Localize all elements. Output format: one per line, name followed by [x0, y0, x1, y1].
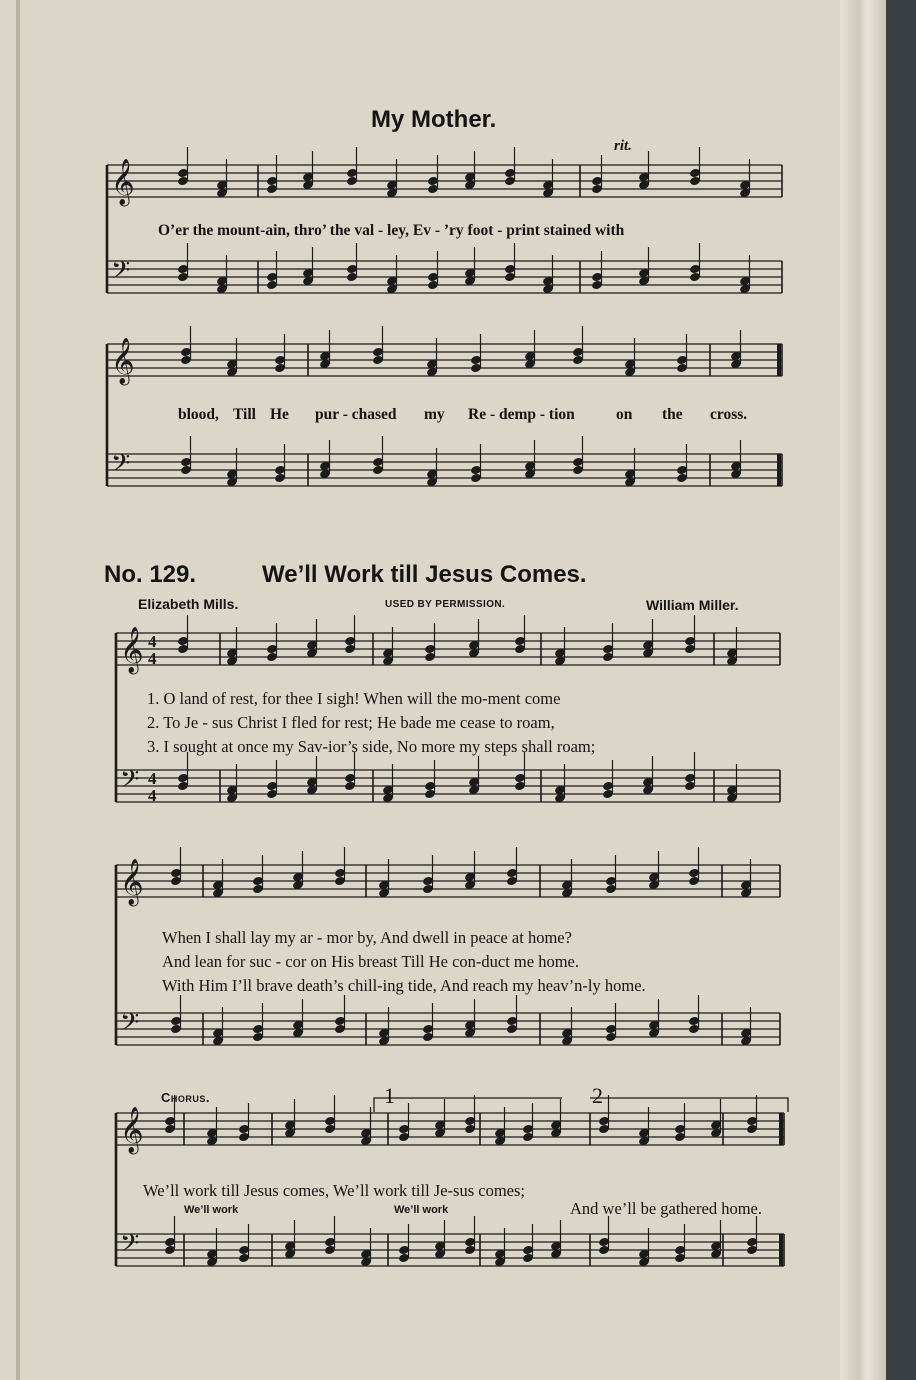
verse-3-line-1: 3. I sought at once my Sav-ior’s side, No more my steps shall roam; [147, 737, 596, 756]
chorus-lyrics: We’ll work till Jesus comes, We’ll work till Je-sus comes; [143, 1181, 525, 1200]
bass-echo-1: We’ll work [184, 1204, 239, 1216]
hymn129-chorus-treble-clef-icon: 𝄞 [120, 1107, 144, 1153]
hymn128-system2-treble-clef-icon: 𝄞 [111, 338, 135, 384]
bass-echo-2: We’ll work [394, 1204, 449, 1216]
lyric-word: Re - demp - tion [468, 406, 575, 423]
second-ending-bracket [590, 1098, 788, 1112]
first-ending-label: 1 [384, 1083, 395, 1108]
chorus-lyrics-ending: And we’ll be gathered home. [570, 1199, 762, 1218]
ritardando-marking: rit. [614, 138, 632, 154]
hymn129-timesig-treble-numerator: 4 [148, 632, 157, 651]
hymn129-timesig-bass-denominator: 4 [148, 786, 157, 805]
hymn-129-title: We’ll Work till Jesus Comes. [262, 561, 587, 588]
hymn129-system1-bass-clef-icon: 𝄢 [120, 765, 140, 800]
verse-2-line-1: 2. To Je - sus Christ I fled for rest; He bade me cease to roam, [147, 713, 555, 732]
lyric-word: Till [233, 406, 256, 423]
hymn-number: No. 129. [104, 561, 197, 588]
lyric-word: blood, [178, 406, 219, 423]
hymn128-system1-bass-clef-icon: 𝄢 [111, 256, 131, 291]
hymn128-system2-bass-clef-icon: 𝄢 [111, 449, 131, 484]
hymn129-system2-bass-clef-icon: 𝄢 [120, 1008, 140, 1043]
hymn129-system2-treble-clef-icon: 𝄞 [120, 859, 144, 905]
chorus-label: Chorus. [161, 1090, 211, 1105]
verse-3-line-2: With Him I’ll brave death’s chill-ing tide, And reach my heav’n-ly home. [162, 976, 646, 995]
lyric-word: on [616, 406, 633, 423]
lyric-word: the [662, 406, 683, 423]
verse-1-line-2: When I shall lay my ar - mor by, And dwell in peace at home? [162, 928, 572, 947]
hymn129-timesig-treble-denominator: 4 [148, 649, 157, 668]
lyric-word: my [424, 406, 445, 423]
hymn129-system1-treble-clef-icon: 𝄞 [120, 627, 144, 673]
lyric-word: cross. [710, 406, 748, 423]
permission-note: USED BY PERMISSION. [385, 599, 506, 610]
hymn129-timesig-bass-numerator: 4 [148, 769, 157, 788]
lyric-word: He [270, 406, 289, 423]
hymn-128-lyrics-line1: O’er the mount-ain, thro’ the val - ley, Ev - ’ry foot - print stained with [158, 222, 625, 239]
verse-1-line-1: 1. O land of rest, for thee I sigh! When will the mo-ment come [147, 689, 561, 708]
composer-credit: William Miller. [646, 597, 739, 613]
first-ending-bracket [374, 1098, 562, 1112]
verse-2-line-2: And lean for suc - cor on His breast Till He con-duct me home. [162, 952, 579, 971]
hymn-128-title: My Mother. [371, 106, 497, 133]
lyric-word: pur - chased [315, 406, 397, 423]
hymn128-system1-treble-clef-icon: 𝄞 [111, 159, 135, 205]
lyricist-credit: Elizabeth Mills. [138, 596, 239, 612]
hymn129-chorus-bass-clef-icon: 𝄢 [120, 1229, 140, 1264]
second-ending-label: 2 [592, 1083, 603, 1108]
